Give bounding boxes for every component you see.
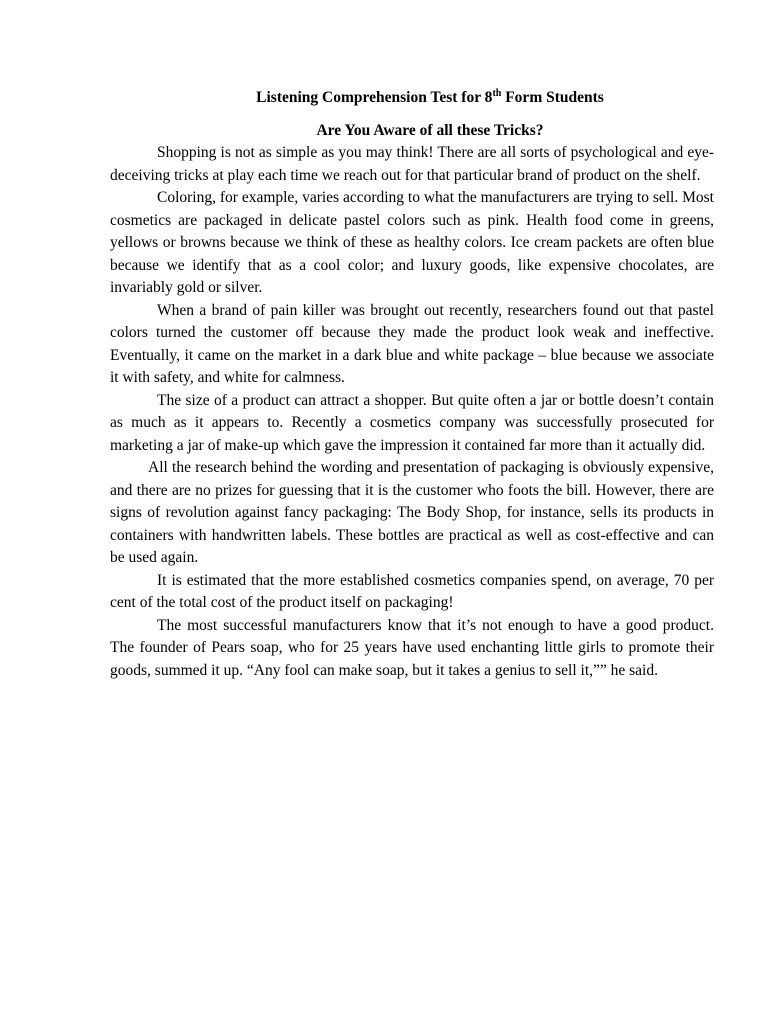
article-heading: Are You Aware of all these Tricks?	[316, 122, 544, 139]
paragraph-5: All the research behind the wording and presentation of packaging is obviously expensive, and there are no prizes for guessing that it is the customer who foots the bill. However, there are signs of revolution against fancy packaging: The Body Shop, for instance, sells its products in containers with handwritten labels. These bottles are practical as well as cost-effective and can be used again.	[110, 459, 714, 566]
document-page	[110, 86, 714, 682]
paragraph-7: The most successful manufacturers know that it’s not enough to have a good product. The founder of Pears soap, who for 25 years have used enchanting little girls to promote their goods, summed it up. “Any fool can make soap, but it takes a genius to sell it,”” he said.	[110, 616, 714, 679]
paragraph-3: When a brand of pain killer was brought out recently, researchers found out that pastel colors turned the customer off because they made the product look weak and ineffective. Eventually, it came on the market in a dark blue and white package – blue because we associate it with safety, and white for calmness.	[110, 301, 714, 386]
paragraph-4: The size of a product can attract a shopper. But quite often a jar or bottle doesn’t contain as much as it appears to. Recently a cosmetics company was successfully prosecuted for marketing a jar of make-up which gave the impression it contained far more than it actually did.	[110, 391, 714, 454]
document-title	[110, 86, 714, 110]
paragraph-6: It is estimated that the more established cosmetics companies spend, on average, 70 per cent of the total cost of the product itself on packaging!	[110, 571, 714, 611]
title-tail: Form Students	[501, 89, 604, 106]
title-main: Listening Comprehension Test for 8	[256, 89, 493, 106]
paragraph-1: Shopping is not as simple as you may think! There are all sorts of psychological and eye-deceiving tricks at play each time we reach out for that particular brand of product on the shelf.	[110, 144, 714, 184]
title-superscript: th	[492, 87, 502, 99]
paragraph-2: Coloring, for example, varies according to what the manufacturers are trying to sell. Most cosmetics are packaged in delicate pastel colors such as pink. Health food come in greens, yellows or browns because we think of these as healthy colors. Ice cream packets are often blue because we identify that as a cool color; and luxury goods, like expensive chocolates, are invariably gold or silver.	[110, 189, 714, 296]
